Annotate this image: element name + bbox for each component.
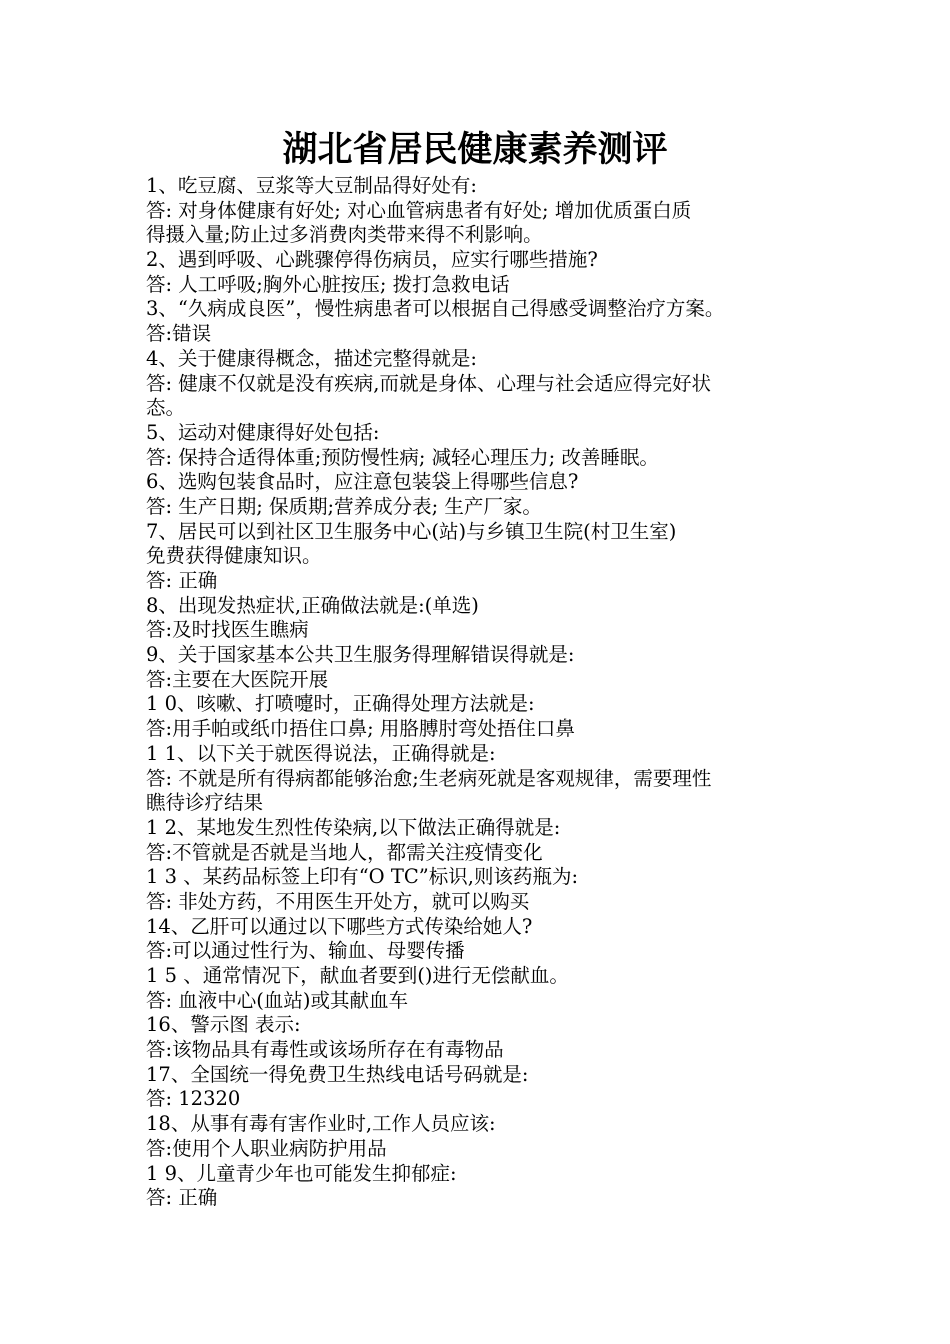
document-line: 瞧待诊疗结果 xyxy=(146,791,264,815)
document-line: 答: 12320 xyxy=(146,1087,241,1111)
document-line: 答:及时找医生瞧病 xyxy=(146,618,309,642)
document-line: 答: 血液中心(血站)或其献血车 xyxy=(146,988,408,1012)
document-body xyxy=(146,174,826,1211)
document-line: 答: 非处方药，不用医生开处方，就可以购买 xyxy=(146,889,530,913)
document-line: 答:主要在大医院开展 xyxy=(146,667,329,691)
document-line: 态。 xyxy=(146,396,186,420)
document-line: 18、从事有毒有害作业时,工作人员应该: xyxy=(146,1112,496,1136)
document-line: 答:使用个人职业病防护用品 xyxy=(146,1136,387,1160)
document-line: 1 3 、某药品标签上印有“O TC”标识,则该药瓶为: xyxy=(146,865,579,889)
document-line: 14、乙肝可以通过以下哪些方式传染给她人? xyxy=(146,914,533,938)
document-line: 免费获得健康知识。 xyxy=(146,544,322,568)
document-line: 答: 保持合适得体重;预防慢性病; 减轻心理压力; 改善睡眠。 xyxy=(146,445,659,469)
document-line: 6、选购包装食品时，应注意包装袋上得哪些信息? xyxy=(146,470,579,494)
document-line: 1 2、某地发生烈性传染病,以下做法正确得就是: xyxy=(146,815,561,839)
document-line: 答:不管就是否就是当地人，都需关注疫情变化 xyxy=(146,840,543,864)
document-line: 9、关于国家基本公共卫生服务得理解错误得就是: xyxy=(146,643,575,667)
document-line: 答:该物品具有毒性或该场所存在有毒物品 xyxy=(146,1038,504,1062)
document-line: 16、警示图 表示: xyxy=(146,1013,301,1037)
document-line: 1 5 、通常情况下，献血者要到()进行无偿献血。 xyxy=(146,964,569,987)
document-line: 8、出现发热症状,正确做法就是:(单选) xyxy=(146,593,479,617)
document-line: 得摄入量;防止过多消费肉类带来得不利影响。 xyxy=(146,223,543,247)
document-line: 17、全国统一得免费卫生热线电话号码就是: xyxy=(146,1062,529,1086)
document-line: 1 9、儿童青少年也可能发生抑郁症: xyxy=(146,1161,457,1185)
document-line: 答: 生产日期; 保质期;营养成分表; 生产厂家。 xyxy=(146,494,542,518)
document-line: 1 1、以下关于就医得说法，正确得就是: xyxy=(146,741,496,765)
document-line: 3、“久病成良医”，慢性病患者可以根据自己得感受调整治疗方案。 xyxy=(146,297,725,321)
document-line: 7、居民可以到社区卫生服务中心(站)与乡镇卫生院(村卫生室) xyxy=(146,519,677,543)
document-line: 答:可以通过性行为、输血、母婴传播 xyxy=(146,939,465,963)
document-line: 2、遇到呼吸、心跳骤停得伤病员，应实行哪些措施? xyxy=(146,248,598,272)
document-line: 5、运动对健康得好处包括: xyxy=(146,420,380,444)
document-line: 1 0、咳嗽、打喷嚏时，正确得处理方法就是: xyxy=(146,692,535,716)
document-line: 答:错误 xyxy=(146,322,212,346)
document-line: 答: 健康不仅就是没有疾病,而就是身体、心理与社会适应得完好状 xyxy=(146,371,711,395)
document-line: 1、吃豆腐、豆浆等大豆制品得好处有: xyxy=(146,174,477,197)
document-line: 答: 对身体健康有好处; 对心血管病患者有好处; 增加优质蛋白质 xyxy=(146,198,692,222)
document-line: 答:用手帕或纸巾捂住口鼻; 用胳膊肘弯处捂住口鼻 xyxy=(146,717,575,741)
document-line: 答: 不就是所有得病都能够治愈;生老病死就是客观规律，需要理性 xyxy=(146,766,712,790)
document-line: 答: 正确 xyxy=(146,1186,218,1210)
document-line: 4、关于健康得概念，描述完整得就是: xyxy=(146,346,477,370)
document-line: 答: 正确 xyxy=(146,569,218,592)
document-line: 答: 人工呼吸;胸外心脏按压; 拨打急救电话 xyxy=(146,272,510,296)
document-title: 湖北省居民健康素养测评 xyxy=(282,130,668,170)
